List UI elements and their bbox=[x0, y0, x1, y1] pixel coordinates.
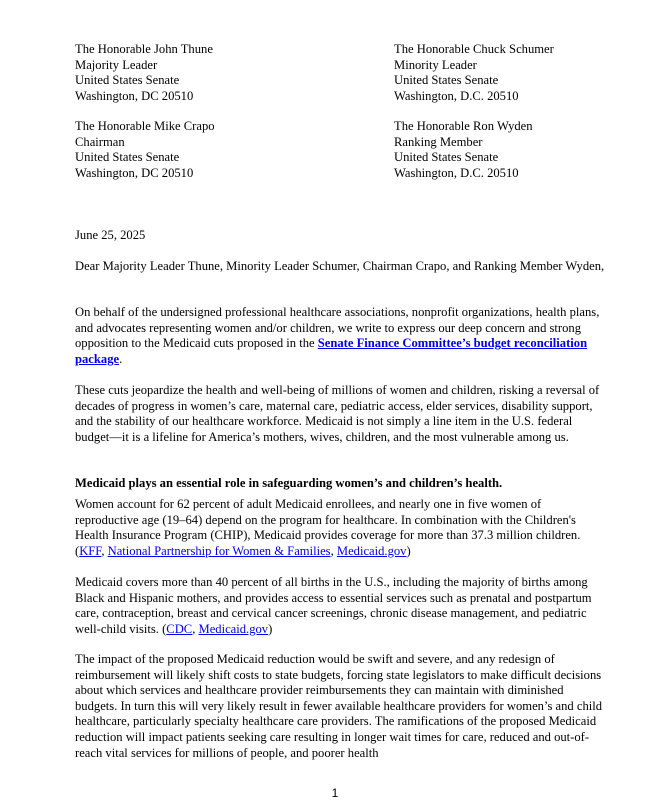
medicaid-gov-link[interactable]: Medicaid.gov bbox=[336, 543, 407, 558]
recipient-city: Washington, DC 20510 bbox=[75, 165, 194, 180]
letter-date: June 25, 2025 bbox=[75, 228, 146, 242]
recipient-org: United States Senate bbox=[394, 73, 499, 87]
recipient-crapo bbox=[75, 119, 335, 181]
recipient-org: United States Senate bbox=[75, 73, 180, 87]
recipient-name: The Honorable Mike Crapo bbox=[75, 119, 215, 133]
recipient-city: Washington, D.C. 20510 bbox=[394, 165, 519, 180]
paragraph-end: ) bbox=[268, 621, 273, 636]
recipient-wyden bbox=[394, 119, 654, 181]
national-partnership-link[interactable]: National Partnership for Women & Families bbox=[107, 543, 331, 558]
recipient-org: United States Senate bbox=[394, 150, 499, 164]
page-number: 1 bbox=[331, 786, 339, 800]
separator: , bbox=[330, 543, 337, 558]
separator: , bbox=[101, 543, 108, 558]
recipient-name: The Honorable Chuck Schumer bbox=[394, 42, 554, 56]
paragraph-intro bbox=[75, 305, 607, 367]
recipient-thune bbox=[75, 42, 335, 104]
paragraph-impact: These cuts jeopardize the health and well-being of millions of women and children, risking a reversal of decades of progress in women’s care, maternal care, pediatric access, elder services, disability support, and the stability of our healthcare workforce. Medicaid is not simply a line item in the U.S. federal budget—it is a lifeline for America’s mothers, wives, children, and the most vulnerable among us. bbox=[75, 383, 600, 444]
paragraph-end: . bbox=[119, 351, 123, 366]
recipient-name: The Honorable John Thune bbox=[75, 42, 213, 56]
paragraph-births bbox=[75, 575, 607, 637]
paragraph-enrollment bbox=[75, 497, 607, 559]
recipient-title: Minority Leader bbox=[394, 57, 477, 72]
senate-finance-link[interactable]: Senate Finance Committee’s budget reconciliation package bbox=[75, 336, 588, 366]
kff-link[interactable]: KFF bbox=[79, 543, 102, 558]
medicaid-gov-link-2[interactable]: Medicaid.gov bbox=[198, 621, 269, 636]
recipient-schumer bbox=[394, 42, 654, 104]
recipient-title: Majority Leader bbox=[75, 57, 158, 72]
recipient-name: The Honorable Ron Wyden bbox=[394, 119, 533, 133]
separator: , bbox=[192, 621, 199, 636]
recipient-title: Chairman bbox=[75, 134, 125, 149]
recipient-city: Washington, D.C. 20510 bbox=[394, 88, 519, 103]
section-heading: Medicaid plays an essential role in safeguarding women’s and children’s health. bbox=[75, 476, 503, 490]
recipient-city: Washington, DC 20510 bbox=[75, 88, 194, 103]
paragraph-text: On behalf of the undersigned professional healthcare associations, nonprofit organizations, health plans, and advocates representing women and/or children, we write to express our deep concern and strong opposition to the Medicaid cuts proposed in the bbox=[75, 305, 600, 351]
paragraph-end: ) bbox=[406, 543, 411, 558]
recipient-title: Ranking Member bbox=[394, 134, 483, 149]
recipient-org: United States Senate bbox=[75, 150, 180, 164]
paragraph-text: Women account for 62 percent of adult Medicaid enrollees, and nearly one in five women of reproductive age (19–64) depend on the program for healthcare. In combination with the Children's Health Insurance Program (CHIP), Medicaid provides coverage for more than 37.3 million children. ( bbox=[75, 497, 581, 558]
paragraph-reduction-impact: The impact of the proposed Medicaid reduction would be swift and severe, and any redesign of reimbursement will likely shift costs to state budgets, forcing state legislators to make difficult decisions about which services and healthcare provider reimbursements they can maintain with diminished budgets. In turn this will very likely result in fewer available healthcare providers for women’s and child healthcare, particularly specialty healthcare care providers. The ramifications of the proposed Medicaid reduction will impact patients seeking care resulting in longer wait times for care, reduced and out-of-reach vital services for millions of people, and poorer health bbox=[75, 652, 603, 760]
cdc-link[interactable]: CDC bbox=[166, 621, 193, 636]
paragraph-text: Medicaid covers more than 40 percent of all births in the U.S., including the majority of births among Black and Hispanic mothers, and provides access to essential services such as prenatal and postpartum care, contraception, breast and cervical cancer screenings, chronic disease management, and pediatric well-child visits. ( bbox=[75, 575, 592, 636]
salutation: Dear Majority Leader Thune, Minority Leader Schumer, Chairman Crapo, and Ranking Member Wyden, bbox=[75, 259, 605, 273]
